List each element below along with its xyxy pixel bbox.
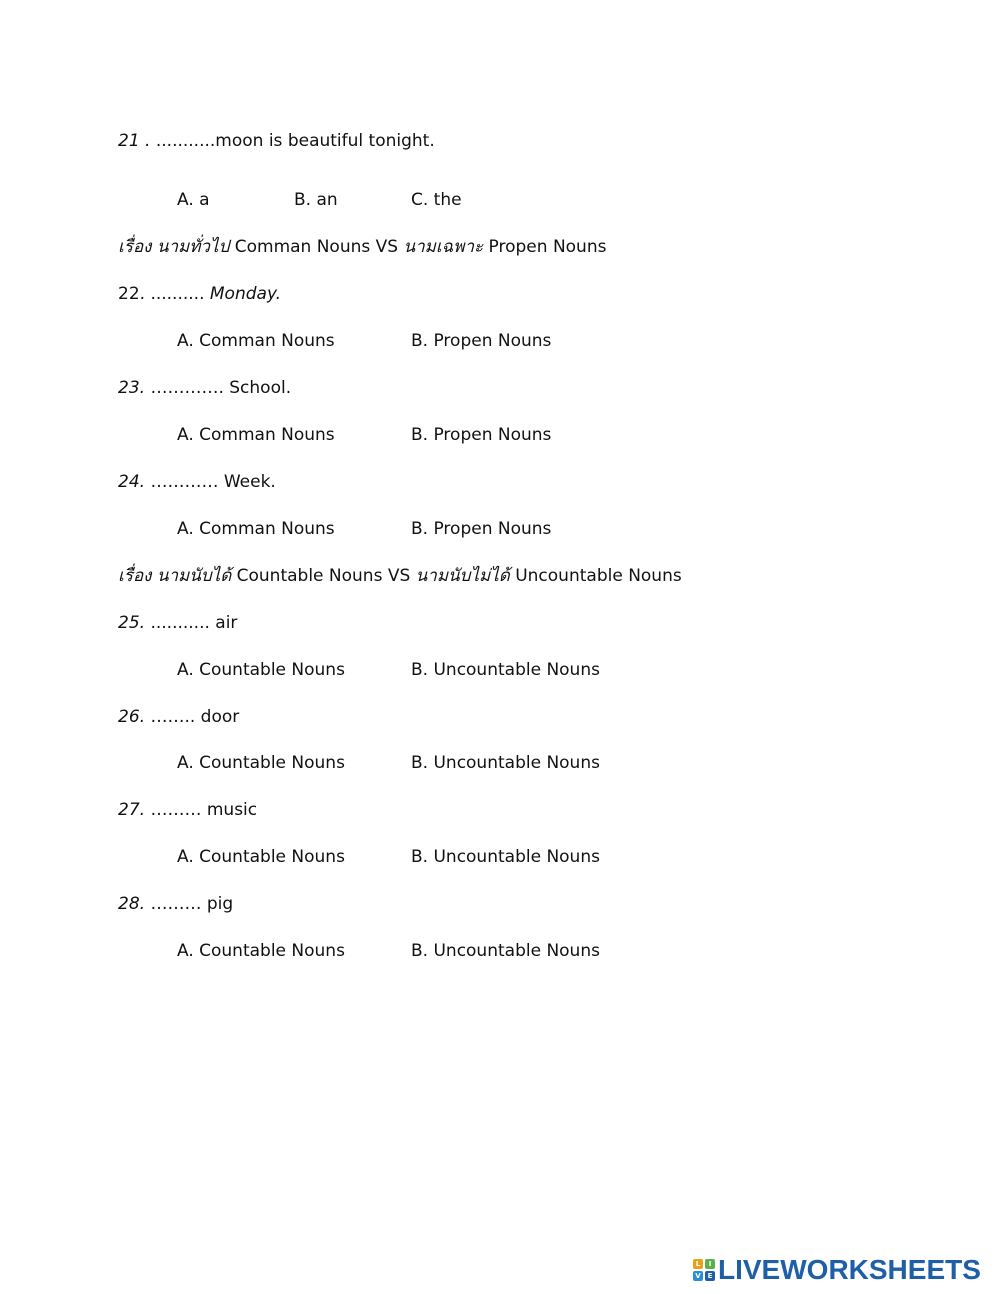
section-heading-countable (118, 565, 682, 587)
question-26-number: 26. (118, 707, 146, 727)
logo-mark-e: E (705, 1271, 715, 1281)
question-23 (118, 377, 291, 399)
q24-option-b[interactable]: B. Propen Nouns (411, 519, 552, 539)
section1-eng-proper: Propen Nouns (483, 237, 607, 257)
question-21 (118, 130, 435, 152)
question-28-text: ……… pig (145, 894, 234, 914)
question-22-number: 22. .......... (118, 284, 205, 304)
q23-option-a[interactable]: A. Comman Nouns (177, 425, 335, 445)
logo-mark-i: I (705, 1259, 715, 1269)
question-26 (118, 706, 239, 728)
q24-option-a[interactable]: A. Comman Nouns (177, 519, 335, 539)
question-24-number: 24. (118, 472, 146, 492)
question-25-number: 25. (118, 613, 146, 633)
question-26-text: …….. door (145, 707, 240, 727)
q28-option-b[interactable]: B. Uncountable Nouns (411, 941, 600, 961)
section1-eng-common: Comman Nouns VS (229, 237, 404, 257)
section2-eng-uncountable: Uncountable Nouns (509, 566, 682, 586)
logo-mark-l: L (693, 1259, 703, 1269)
q22-option-a[interactable]: A. Comman Nouns (177, 331, 335, 351)
question-28 (118, 893, 233, 915)
question-21-text: ...........moon is beautiful tonight. (150, 131, 435, 151)
question-27-number: 27. (118, 800, 146, 820)
logo-mark-v: V (693, 1271, 703, 1281)
q26-option-b[interactable]: B. Uncountable Nouns (411, 753, 600, 773)
logo-text: LIVEWORKSHEETS (718, 1254, 981, 1285)
section-heading-proper-common (118, 236, 606, 258)
section2-eng-countable: Countable Nouns VS (231, 566, 416, 586)
section2-thai-countable: เรื่อง นามนับได้ (118, 566, 232, 586)
section2-thai-uncountable: นามนับไม่ได้ (415, 566, 510, 586)
q21-option-a[interactable]: A. a (177, 190, 210, 210)
question-25 (118, 612, 237, 634)
question-24 (118, 471, 276, 493)
question-23-number: 23. (118, 378, 146, 398)
section1-thai-common: เรื่อง นามทั่วไป (118, 237, 230, 257)
question-24-text: ………… Week. (145, 472, 276, 492)
logo-mark-icon (693, 1259, 715, 1281)
q22-option-b[interactable]: B. Propen Nouns (411, 331, 552, 351)
question-27 (118, 799, 257, 821)
q21-option-b[interactable]: B. an (294, 190, 338, 210)
question-27-text: ……… music (145, 800, 258, 820)
question-25-text: ........... air (145, 613, 238, 633)
question-22-text: Monday. (204, 284, 282, 304)
q28-option-a[interactable]: A. Countable Nouns (177, 941, 345, 961)
q25-option-b[interactable]: B. Uncountable Nouns (411, 660, 600, 680)
liveworksheets-logo (693, 1255, 981, 1285)
q23-option-b[interactable]: B. Propen Nouns (411, 425, 552, 445)
q27-option-b[interactable]: B. Uncountable Nouns (411, 847, 600, 867)
section1-thai-proper: นามเฉพาะ (403, 237, 484, 257)
q25-option-a[interactable]: A. Countable Nouns (177, 660, 345, 680)
q21-option-c[interactable]: C. the (411, 190, 462, 210)
q26-option-a[interactable]: A. Countable Nouns (177, 753, 345, 773)
question-21-number: 21 . (118, 131, 151, 151)
q27-option-a[interactable]: A. Countable Nouns (177, 847, 345, 867)
question-23-text: …………. School. (145, 378, 292, 398)
question-22 (118, 283, 281, 305)
question-28-number: 28. (118, 894, 146, 914)
